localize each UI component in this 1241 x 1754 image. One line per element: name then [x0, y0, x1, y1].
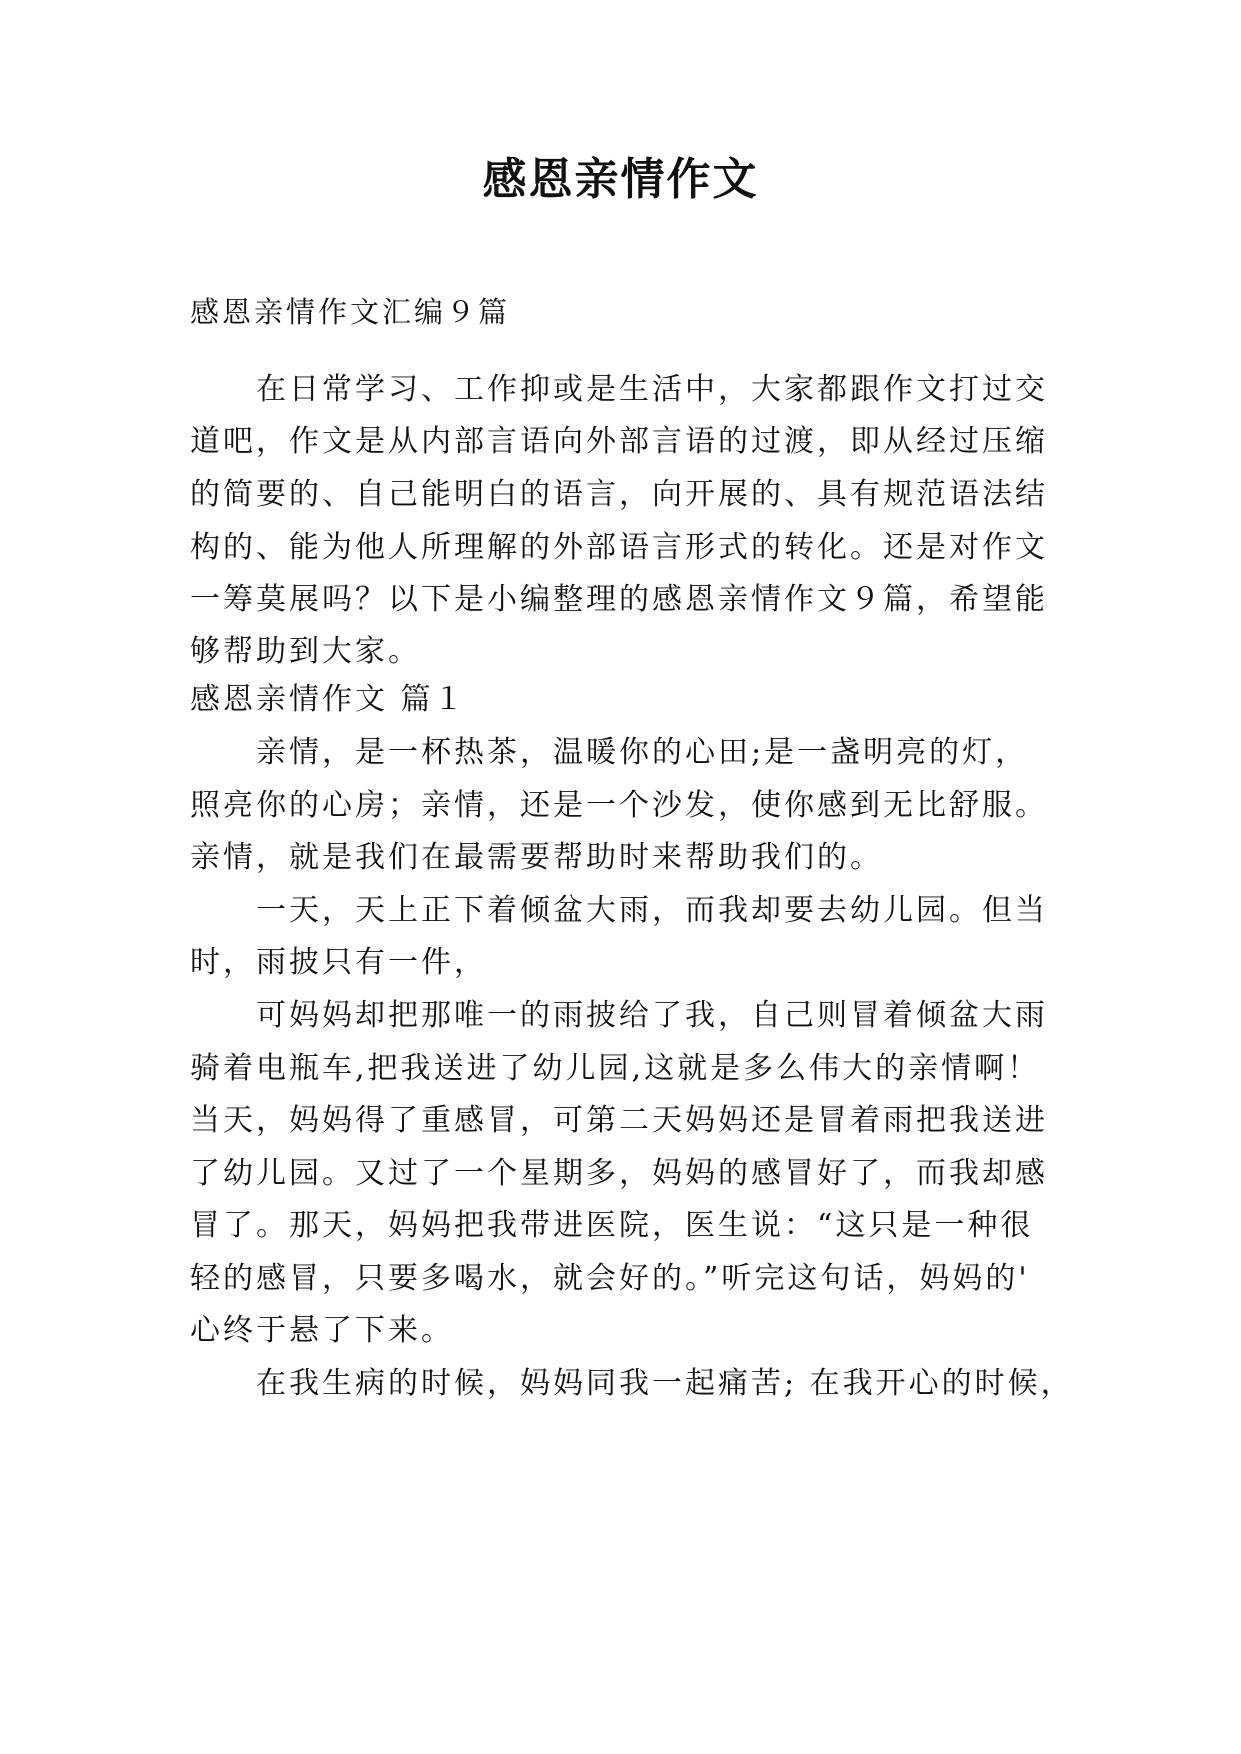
text-line: 时，雨披只有一件，	[190, 945, 487, 980]
text-line: 当天，妈妈得了重感冒，可第二天妈妈还是冒着雨把我送进	[190, 1103, 1048, 1138]
text-line: 心终于悬了下来。	[190, 1313, 454, 1348]
document-subtitle: 感恩亲情作文汇编９篇	[190, 295, 511, 329]
text-line: 骑着电瓶车,把我送进了幼儿园,这就是多么伟大的亲情啊！	[190, 1051, 1041, 1086]
text-line: 道吧，作文是从内部言语向外部言语的过渡，即从经过压缩	[190, 424, 1048, 459]
text-line: 构的、能为他人所理解的外部语言形式的转化。还是对作文	[190, 530, 1048, 565]
text-line: 亲情，是一杯热茶，温暖你的心田;是一盏明亮的灯，	[256, 735, 1029, 770]
text-line: 冒了。那天，妈妈把我带进医院，医生说：“这只是一种很	[190, 1208, 1034, 1243]
text-line: 一天，天上正下着倾盆大雨，而我却要去幼儿园。但当	[256, 893, 1048, 928]
text-line: 的简要的、自己能明白的语言，向开展的、具有规范语法结	[190, 477, 1048, 512]
text-line: 可妈妈却把那唯一的雨披给了我，自己则冒着倾盆大雨	[256, 998, 1048, 1033]
text-line: 照亮你的心房；亲情，还是一个沙发，使你感到无比舒服。	[190, 788, 1048, 823]
text-line: 了幼儿园。又过了一个星期多，妈妈的感冒好了，而我却感	[190, 1156, 1048, 1191]
text-line: 够帮助到大家。	[190, 634, 421, 669]
page-title: 感恩亲情作文	[482, 154, 759, 205]
text-line: 在日常学习、工作抑或是生活中，大家都跟作文打过交	[256, 372, 1048, 407]
section-heading: 感恩亲情作文 篇１	[190, 682, 467, 717]
text-line: 轻的感冒，只要多喝水，就会好的。”听完这句话，妈妈的'	[190, 1261, 1030, 1296]
text-line: 亲情，就是我们在最需要帮助时来帮助我们的。	[190, 840, 883, 875]
text-line: 在我生病的时候，妈妈同我一起痛苦; 在我开心的时候，	[256, 1366, 1074, 1401]
text-line: 一筹莫展吗？以下是小编整理的感恩亲情作文９篇，希望能	[190, 582, 1048, 617]
